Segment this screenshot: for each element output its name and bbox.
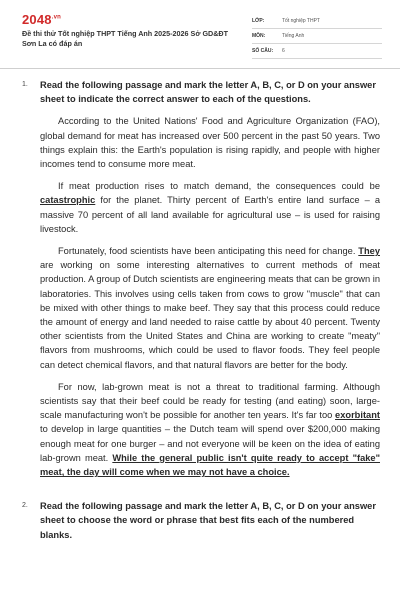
site-logo[interactable]	[22, 12, 61, 27]
question-1	[22, 78, 380, 479]
meta-row-count	[252, 44, 382, 59]
passage-paragraph-4	[40, 380, 380, 479]
underlined-word-exorbitant: exorbitant	[335, 410, 380, 421]
text-run: to develop in large quantities – the Dutch team will spend over $200,000 making enough meat for one burger – and not everyone will be keen on the idea of eating lab-grown meat.	[40, 424, 380, 463]
underlined-sentence: While the general public isn't quite ready to accept "fake" meat, the day will come when we may not have a choice.	[40, 452, 380, 478]
meta-value: Tốt nghiệp THPT	[282, 18, 320, 24]
passage-paragraph-2	[40, 179, 380, 236]
underlined-word-they: They	[358, 246, 380, 257]
underlined-word-catastrophic: catastrophic	[40, 195, 96, 206]
logo-domain: .vn	[51, 14, 62, 21]
text-run: For now, lab-grown meat is not a threat to traditional farming. Although scientists say that their beef could be ready for testing (and eating) soon, large-scale manufacturing won't be possible for another ten years. It's far too	[40, 381, 380, 421]
logo-text: 2048	[22, 12, 52, 27]
meta-row-subject	[252, 29, 382, 44]
header-divider	[0, 68, 400, 69]
page-header	[0, 0, 400, 66]
document-title: Đề thi thử Tốt nghiệp THPT Tiếng Anh 2025-2026 Sở GD&ĐT Sơn La có đáp án	[22, 29, 228, 48]
exam-meta	[252, 14, 382, 59]
question-number: 1.	[22, 81, 28, 88]
text-run: If meat production rises to match demand, the consequences could be	[58, 181, 380, 192]
meta-value: 6	[282, 48, 285, 54]
passage-paragraph-1: According to the United Nations' Food and Agriculture Organization (FAO), global demand for meat has increased over 500 percent in the past 50 years. Two things explain this: the Earth's population is rising rapidly, and people with higher incomes tend to consume more meat.	[40, 116, 380, 170]
question-instruction: Read the following passage and mark the letter A, B, C, or D on your answer sheet to indicate the correct answer to each of the questions.	[40, 80, 376, 105]
exam-content	[22, 78, 380, 542]
text-run: Fortunately, food scientists have been anticipating this need for change.	[58, 246, 359, 257]
meta-key: SỐ CÂU:	[252, 48, 274, 54]
meta-value: Tiếng Anh	[282, 33, 305, 39]
meta-row-class	[252, 14, 382, 29]
meta-key: MÔN:	[252, 33, 266, 39]
text-run: for the planet. Thirty percent of Earth's entire land surface – a massive 70 percent of all land available for agricultural use – is used for raising livestock.	[40, 195, 380, 234]
passage-paragraph-3	[40, 244, 380, 372]
text-run: are working on some interesting alternatives to current methods of meat production. A group of Dutch scientists are engineering meats that can be grown in laboratories. This involves using cells taken from cows to grow "muscle" that can be mixed with other things to make beef. They say that this process could reduce the amount of energy and land needed to raise cattle by about 40 percent. Twenty other scientists from the United States and China are working to create "meaty" flavors from mushrooms, which could be used to flavor foods. They feel people can detect chemical flavors, and that natural flavors are better for the body.	[40, 260, 380, 370]
question-2	[22, 499, 380, 542]
question-instruction: Read the following passage and mark the letter A, B, C, or D on your answer sheet to choose the word or phrase that best fits each of the numbered blanks.	[40, 501, 376, 540]
meta-key: LỚP:	[252, 18, 265, 24]
question-number: 2.	[22, 502, 28, 510]
